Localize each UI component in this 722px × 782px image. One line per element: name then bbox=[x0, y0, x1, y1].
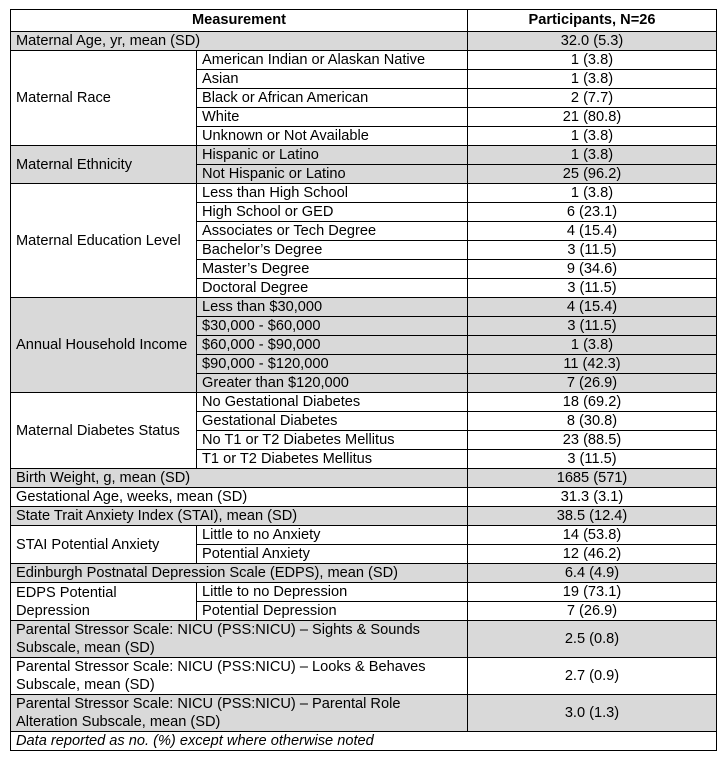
sub-label: No Gestational Diabetes bbox=[197, 393, 468, 412]
row-value: 38.5 (12.4) bbox=[468, 507, 717, 526]
table-row bbox=[11, 393, 717, 412]
group-label: Maternal Diabetes Status bbox=[11, 393, 197, 469]
table-row bbox=[11, 658, 717, 695]
header-measurement: Measurement bbox=[11, 10, 468, 32]
table-row bbox=[11, 298, 717, 317]
row-value: 9 (34.6) bbox=[468, 260, 717, 279]
row-value: 4 (15.4) bbox=[468, 222, 717, 241]
sub-label: White bbox=[197, 108, 468, 127]
table-row bbox=[11, 32, 717, 51]
row-label: Edinburgh Postnatal Depression Scale (EDPS), mean (SD) bbox=[11, 564, 468, 583]
row-value: 3.0 (1.3) bbox=[468, 695, 717, 732]
sub-label: Potential Depression bbox=[197, 602, 468, 621]
row-value: 1 (3.8) bbox=[468, 184, 717, 203]
table-row bbox=[11, 51, 717, 70]
group-label: Maternal Race bbox=[11, 51, 197, 146]
row-value: 23 (88.5) bbox=[468, 431, 717, 450]
row-value: 3 (11.5) bbox=[468, 279, 717, 298]
table-header-row bbox=[11, 10, 717, 32]
row-value: 31.3 (3.1) bbox=[468, 488, 717, 507]
sub-label: Potential Anxiety bbox=[197, 545, 468, 564]
group-label: Annual Household Income bbox=[11, 298, 197, 393]
row-value: 1 (3.8) bbox=[468, 336, 717, 355]
row-value: 3 (11.5) bbox=[468, 241, 717, 260]
demographics-table bbox=[10, 9, 717, 751]
sub-label: T1 or T2 Diabetes Mellitus bbox=[197, 450, 468, 469]
sub-label: High School or GED bbox=[197, 203, 468, 222]
row-label: Parental Stressor Scale: NICU (PSS:NICU) – Sights & Sounds Subscale, mean (SD) bbox=[11, 621, 468, 658]
row-value: 1 (3.8) bbox=[468, 70, 717, 89]
row-value: 12 (46.2) bbox=[468, 545, 717, 564]
sub-label: $90,000 - $120,000 bbox=[197, 355, 468, 374]
sub-label: Gestational Diabetes bbox=[197, 412, 468, 431]
table-row bbox=[11, 184, 717, 203]
sub-label: Associates or Tech Degree bbox=[197, 222, 468, 241]
table-row bbox=[11, 146, 717, 165]
row-value: 1 (3.8) bbox=[468, 127, 717, 146]
row-value: 2 (7.7) bbox=[468, 89, 717, 108]
sub-label: Less than High School bbox=[197, 184, 468, 203]
row-value: 25 (96.2) bbox=[468, 165, 717, 184]
sub-label: American Indian or Alaskan Native bbox=[197, 51, 468, 70]
row-value: 19 (73.1) bbox=[468, 583, 717, 602]
sub-label: Little to no Anxiety bbox=[197, 526, 468, 545]
header-participants: Participants, N=26 bbox=[468, 10, 717, 32]
sub-label: Black or African American bbox=[197, 89, 468, 108]
group-label: STAI Potential Anxiety bbox=[11, 526, 197, 564]
sub-label: Hispanic or Latino bbox=[197, 146, 468, 165]
row-value: 3 (11.5) bbox=[468, 450, 717, 469]
sub-label: $30,000 - $60,000 bbox=[197, 317, 468, 336]
sub-label: Little to no Depression bbox=[197, 583, 468, 602]
row-label: Parental Stressor Scale: NICU (PSS:NICU) – Looks & Behaves Subscale, mean (SD) bbox=[11, 658, 468, 695]
sub-label: Not Hispanic or Latino bbox=[197, 165, 468, 184]
row-value: 11 (42.3) bbox=[468, 355, 717, 374]
row-value: 7 (26.9) bbox=[468, 374, 717, 393]
table-row bbox=[11, 488, 717, 507]
sub-label: Bachelor’s Degree bbox=[197, 241, 468, 260]
group-label: Maternal Ethnicity bbox=[11, 146, 197, 184]
row-label: Gestational Age, weeks, mean (SD) bbox=[11, 488, 468, 507]
row-value: 2.5 (0.8) bbox=[468, 621, 717, 658]
sub-label: Doctoral Degree bbox=[197, 279, 468, 298]
footnote-row bbox=[11, 732, 717, 751]
sub-label: Asian bbox=[197, 70, 468, 89]
table-row bbox=[11, 583, 717, 602]
row-value: 32.0 (5.3) bbox=[468, 32, 717, 51]
row-value: 8 (30.8) bbox=[468, 412, 717, 431]
row-value: 4 (15.4) bbox=[468, 298, 717, 317]
row-value: 14 (53.8) bbox=[468, 526, 717, 545]
sub-label: No T1 or T2 Diabetes Mellitus bbox=[197, 431, 468, 450]
table-row bbox=[11, 507, 717, 526]
sub-label: $60,000 - $90,000 bbox=[197, 336, 468, 355]
demographics-table-container bbox=[10, 9, 716, 751]
row-value: 21 (80.8) bbox=[468, 108, 717, 127]
row-label: Parental Stressor Scale: NICU (PSS:NICU) – Parental Role Alteration Subscale, mean (SD) bbox=[11, 695, 468, 732]
sub-label: Greater than $120,000 bbox=[197, 374, 468, 393]
footnote: Data reported as no. (%) except where otherwise noted bbox=[11, 732, 717, 751]
sub-label: Master’s Degree bbox=[197, 260, 468, 279]
row-value: 1685 (571) bbox=[468, 469, 717, 488]
row-value: 1 (3.8) bbox=[468, 146, 717, 165]
row-value: 6.4 (4.9) bbox=[468, 564, 717, 583]
sub-label: Less than $30,000 bbox=[197, 298, 468, 317]
row-label: State Trait Anxiety Index (STAI), mean (SD) bbox=[11, 507, 468, 526]
table-row bbox=[11, 621, 717, 658]
group-label: EDPS Potential Depression bbox=[11, 583, 197, 621]
row-value: 2.7 (0.9) bbox=[468, 658, 717, 695]
row-value: 7 (26.9) bbox=[468, 602, 717, 621]
row-label: Maternal Age, yr, mean (SD) bbox=[11, 32, 468, 51]
row-value: 6 (23.1) bbox=[468, 203, 717, 222]
row-value: 1 (3.8) bbox=[468, 51, 717, 70]
row-value: 3 (11.5) bbox=[468, 317, 717, 336]
group-label: Maternal Education Level bbox=[11, 184, 197, 298]
row-label: Birth Weight, g, mean (SD) bbox=[11, 469, 468, 488]
table-row bbox=[11, 469, 717, 488]
table-row bbox=[11, 564, 717, 583]
sub-label: Unknown or Not Available bbox=[197, 127, 468, 146]
table-row bbox=[11, 695, 717, 732]
table-row bbox=[11, 526, 717, 545]
row-value: 18 (69.2) bbox=[468, 393, 717, 412]
